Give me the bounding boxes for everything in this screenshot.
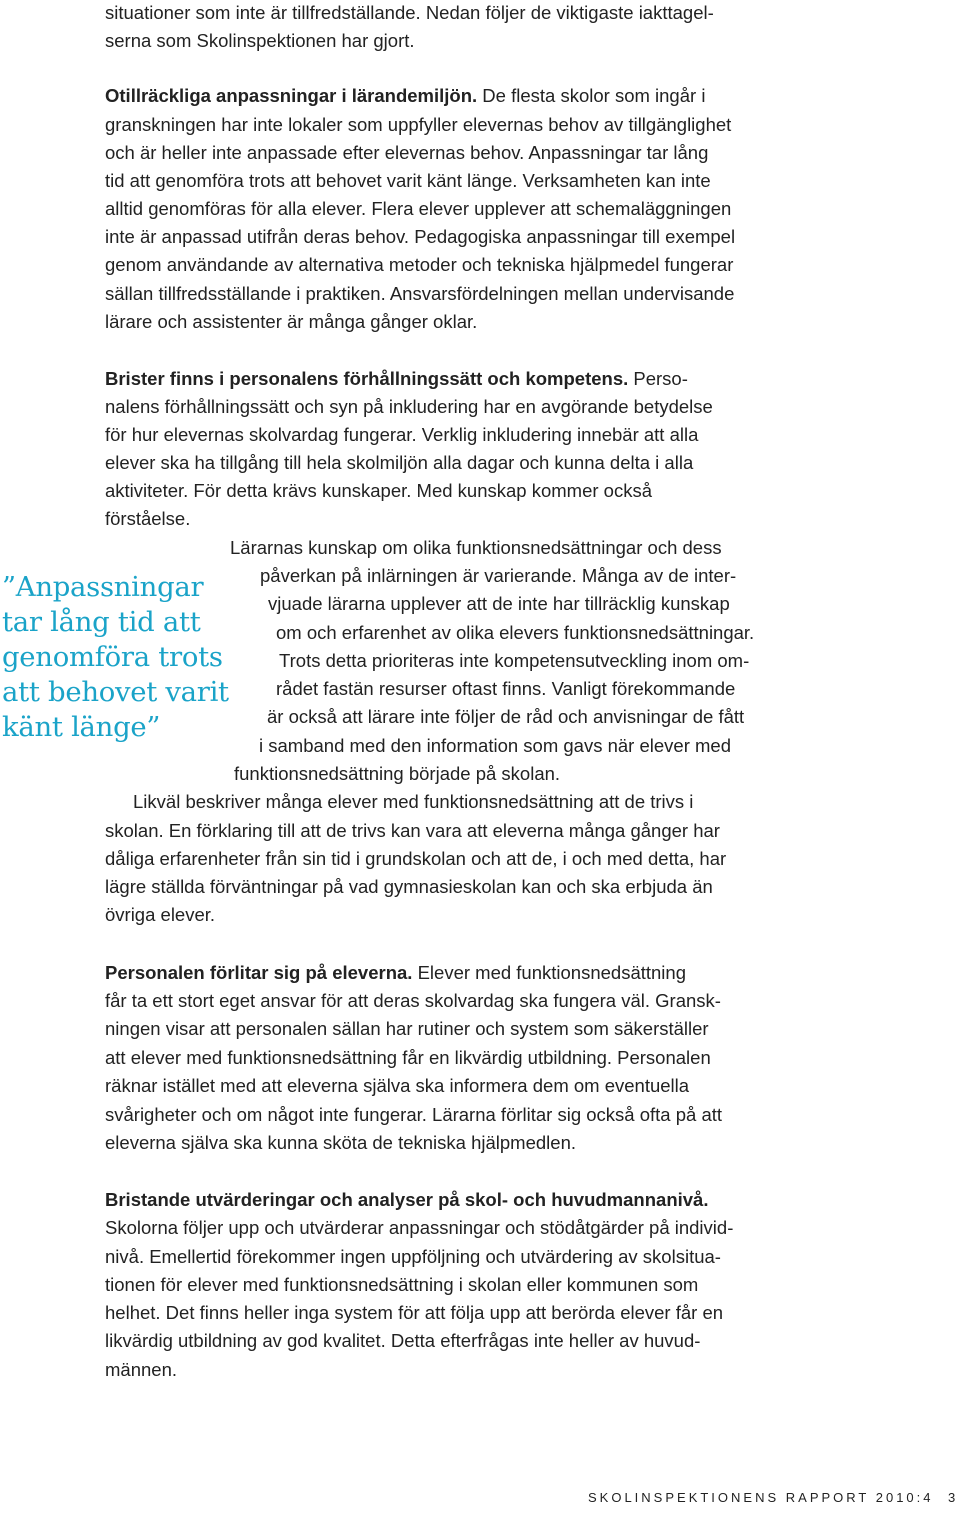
heading-text: Brister finns i personalens förhållningssätt och kompetens. <box>105 368 629 389</box>
body-text-span: skolan. En förklaring till att de trivs kan vara att eleverna många gånger har <box>105 820 720 841</box>
body-text-span: inte är anpassad utifrån deras behov. Pedagogiska anpassningar till exempel <box>105 226 736 247</box>
text-line <box>105 817 720 845</box>
body-text-span: svårigheter och om något inte fungerar. Lärarna förlitar sig också ofta på att <box>105 1104 723 1125</box>
text-line <box>105 1214 733 1242</box>
body-text-span: granskningen har inte lokaler som uppfyller elevernas behov av tillgänglighet <box>105 114 732 135</box>
body-text-span: alltid genomföras för alla elever. Flera elever upplever att schemaläggningen <box>105 198 732 219</box>
body-text-span: genom användande av alternativa metoder och tekniska hjälpmedel fungerar <box>105 254 734 275</box>
body-text-span: tionen för elever med funktionsnedsättning i skolan eller kommunen som <box>105 1274 699 1295</box>
body-text-span: dåliga erfarenheter från sin tid i grundskolan och att de, i och med detta, har <box>105 848 727 869</box>
text-line <box>105 901 215 929</box>
text-line <box>105 27 415 55</box>
text-line <box>105 1243 721 1271</box>
body-text-span: likvärdig utbildning av god kvalitet. Detta efterfrågas inte heller av huvud- <box>105 1330 701 1351</box>
text-line <box>105 1044 711 1072</box>
text-line <box>276 619 754 647</box>
text-line <box>105 1299 723 1327</box>
text-line <box>105 1327 700 1355</box>
text-line <box>259 732 731 760</box>
body-text-span: lärare och assistenter är många gånger oklar. <box>105 311 478 332</box>
page-number: 3 <box>948 1490 956 1505</box>
text-line <box>234 760 560 788</box>
text-line <box>105 845 726 873</box>
pull-quote-line: ”Anpassningar <box>2 571 204 603</box>
body-text-span: ningen visar att personalen sällan har rutiner och system som säkerställer <box>105 1018 709 1039</box>
text-line <box>267 703 744 731</box>
text-line <box>276 675 735 703</box>
text-line <box>279 647 749 675</box>
body-text-span: nalens förhållningssätt och syn på inkludering har en avgörande betydelse <box>105 396 713 417</box>
body-text-span: påverkan på inlärningen är varierande. Många av de inter- <box>260 565 737 586</box>
body-text-span: är också att lärare inte följer de råd och anvisningar de fått <box>267 706 745 727</box>
body-text-span: Trots detta prioriteras inte kompetensutveckling inom om- <box>279 650 750 671</box>
body-text-span: får ta ett stort eget ansvar för att deras skolvardag ska fungera väl. Gransk- <box>105 990 721 1011</box>
footer-report-title: SKOLINSPEKTIONENS RAPPORT 2010:4 <box>588 1490 934 1505</box>
body-text-span: Lärarnas kunskap om olika funktionsnedsättningar och dess <box>230 537 722 558</box>
text-line <box>105 1101 722 1129</box>
text-line <box>105 280 734 308</box>
body-text-span: Likväl beskriver många elever med funktionsnedsättning att de trivs i <box>133 791 694 812</box>
heading-text: Personalen förlitar sig på eleverna. <box>105 962 413 983</box>
body-text-span: att elever med funktionsnedsättning får en likvärdig utbildning. Personalen <box>105 1047 711 1068</box>
text-line <box>133 788 693 816</box>
body-text-span: nivå. Emellertid förekommer ingen uppföljning och utvärdering av skolsitua- <box>105 1246 721 1267</box>
text-line <box>105 0 714 27</box>
body-text-span: Perso- <box>628 368 688 389</box>
text-line <box>105 1072 689 1100</box>
body-text-span: helhet. Det finns heller inga system för att följa upp att berörda elever får en <box>105 1302 724 1323</box>
body-text-span: för hur elevernas skolvardag fungerar. Verklig inkludering innebär att alla <box>105 424 699 445</box>
pull-quote-line: genomföra trots <box>2 641 223 673</box>
text-line <box>105 449 693 477</box>
text-line <box>105 365 688 393</box>
pull-quote-line: tar lång tid att <box>2 606 201 638</box>
text-line <box>105 195 731 223</box>
text-line <box>105 1356 177 1384</box>
text-line <box>105 111 731 139</box>
body-text-span: räknar istället med att eleverna själva ska informera dem om eventuella <box>105 1075 690 1096</box>
text-line <box>105 477 652 505</box>
pull-quote-line: känt länge” <box>2 711 161 743</box>
body-text-span: och är heller inte anpassade efter elevernas behov. Anpassningar tar lång <box>105 142 709 163</box>
pull-quote <box>2 570 229 745</box>
body-text-span: förståelse. <box>105 508 191 529</box>
text-line <box>230 534 722 562</box>
pull-quote-line: att behovet varit <box>2 676 229 708</box>
body-text-span: lägre ställda förväntningar på vad gymnasieskolan kan och ska erbjuda än <box>105 876 713 897</box>
body-text-span: i samband med den information som gavs när elever med <box>259 735 731 756</box>
text-line <box>105 393 713 421</box>
text-line <box>105 1015 709 1043</box>
text-line <box>105 167 711 195</box>
body-text-span: rådet fastän resurser oftast finns. Vanligt förekommande <box>276 678 736 699</box>
text-line <box>105 505 190 533</box>
body-text-span: elever ska ha tillgång till hela skolmiljön alla dagar och kunna delta i alla <box>105 452 694 473</box>
text-line <box>105 1129 576 1157</box>
body-text-span: sällan tillfredsställande i praktiken. Ansvarsfördelningen mellan undervisande <box>105 283 735 304</box>
heading-text: Bristande utvärderingar och analyser på skol- och huvudmannanivå. <box>105 1189 709 1210</box>
text-line <box>105 1271 698 1299</box>
text-line <box>268 590 730 618</box>
text-line <box>105 308 477 336</box>
text-line <box>105 223 735 251</box>
heading-text: Otillräckliga anpassningar i lärandemiljön. <box>105 85 478 106</box>
body-text-span: situationer som inte är tillfredställande. Nedan följer de viktigaste iakttagel- <box>105 2 714 23</box>
body-text-span: Skolorna följer upp och utvärderar anpassningar och stödåtgärder på individ- <box>105 1217 734 1238</box>
body-text-span: funktionsnedsättning började på skolan. <box>234 763 561 784</box>
text-line <box>105 1186 708 1214</box>
text-line <box>105 987 721 1015</box>
body-text-span: Elever med funktionsnedsättning <box>412 962 686 983</box>
text-line <box>105 82 705 110</box>
body-text-span: männen. <box>105 1359 177 1380</box>
text-line <box>105 421 698 449</box>
body-text-span: tid att genomföra trots att behovet varit känt länge. Verksamheten kan inte <box>105 170 711 191</box>
body-text-span: aktiviteter. För detta krävs kunskaper. Med kunskap kommer också <box>105 480 653 501</box>
text-line <box>105 873 713 901</box>
body-text-span: De flesta skolor som ingår i <box>477 85 706 106</box>
body-text-span: övriga elever. <box>105 904 216 925</box>
text-line <box>260 562 736 590</box>
body-text-span: eleverna själva ska kunna sköta de tekniska hjälpmedlen. <box>105 1132 577 1153</box>
body-text-span: om och erfarenhet av olika elevers funktionsnedsättningar. <box>276 622 755 643</box>
text-line <box>105 251 733 279</box>
body-text-span: serna som Skolinspektionen har gjort. <box>105 30 415 51</box>
body-text-span: vjuade lärarna upplever att de inte har tillräcklig kunskap <box>268 593 730 614</box>
text-line <box>105 959 686 987</box>
text-line <box>105 139 708 167</box>
